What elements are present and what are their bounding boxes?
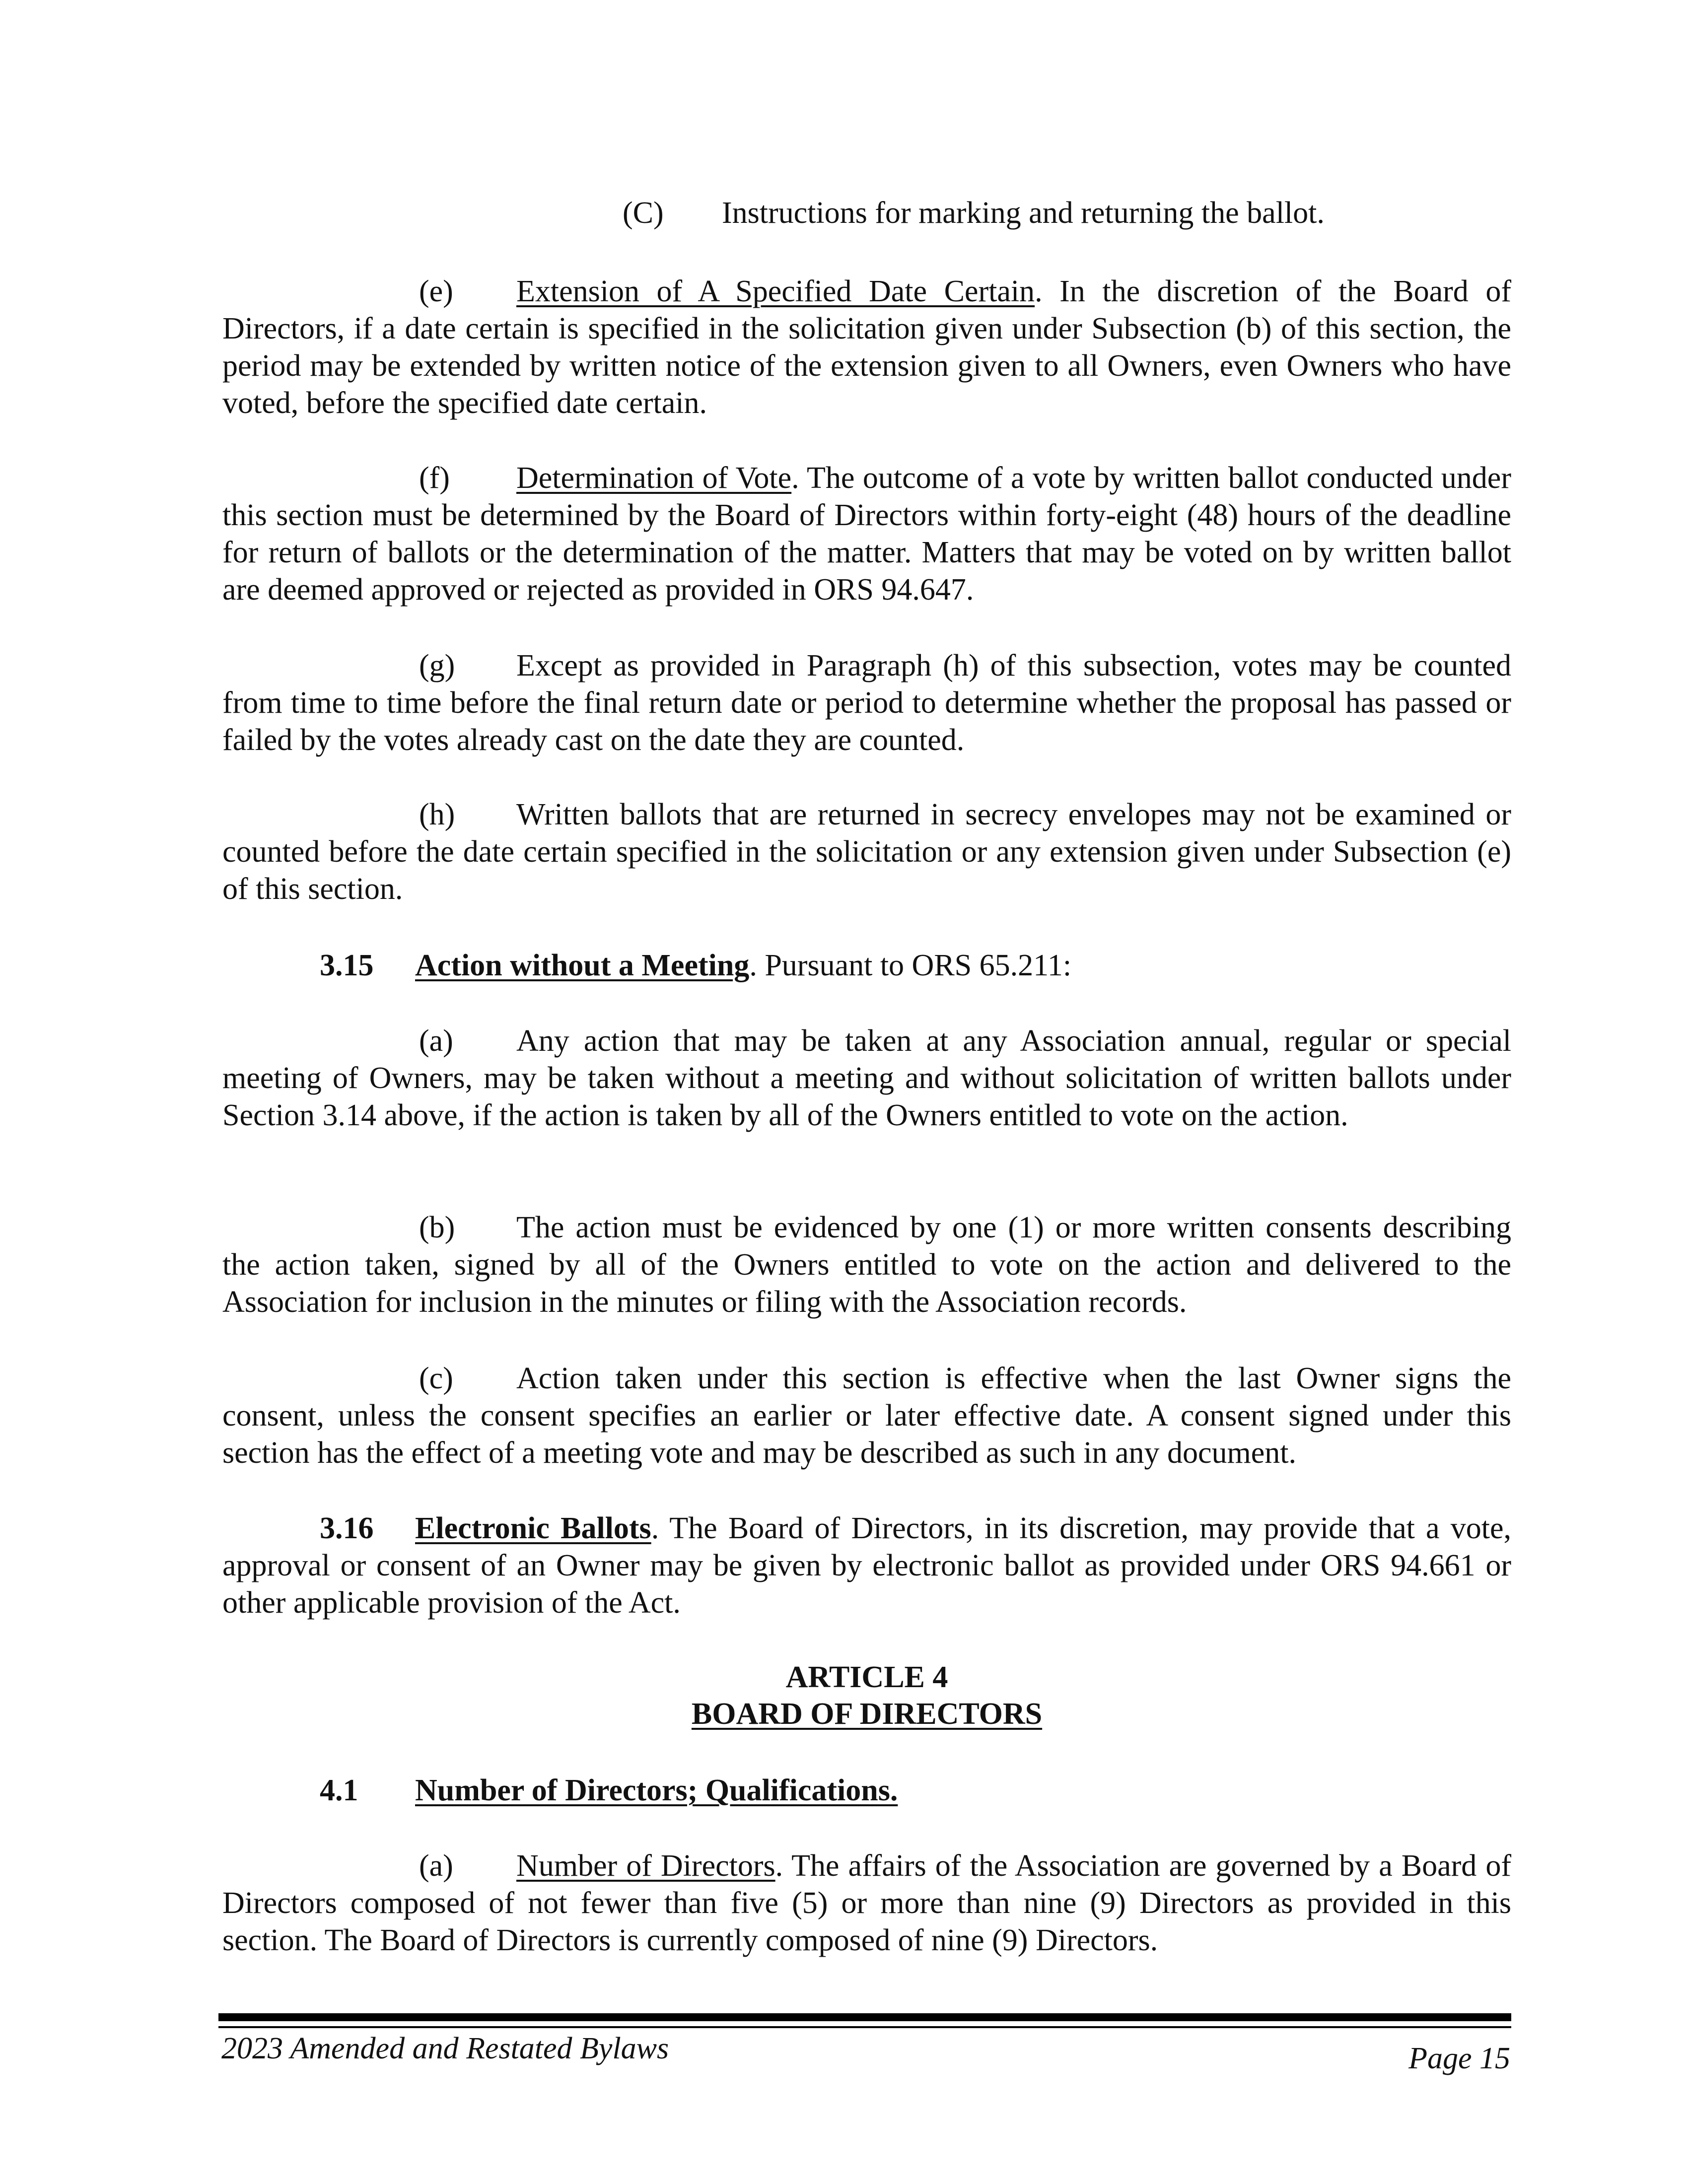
section-text: . The Board of Directors, in its discretion, may provide that a vote, approval or consent of an Owner may be given by electronic ballot as provided under ORS 94.661 or other applicable provision of the Act. — [222, 1511, 1512, 1620]
footer-page-number: Page 15 — [1408, 2042, 1510, 2075]
paragraph-4-1-a — [222, 1847, 1511, 1959]
section-number: 3.15 — [320, 949, 374, 982]
paragraph-text: Written ballots that are returned in secrecy envelopes may not be examined or counted before the date certain specified in the solicitation or any extension given under Subsection (e) of this section. — [222, 798, 1511, 906]
section-number: 3.16 — [320, 1511, 374, 1545]
item-label: (C) — [623, 196, 664, 230]
paragraph-label: (g) — [419, 649, 455, 682]
paragraph-3-15-c — [222, 1360, 1511, 1472]
footer-document-title: 2023 Amended and Restated Bylaws — [221, 2032, 669, 2065]
paragraph-label: (c) — [419, 1362, 453, 1395]
paragraph-text: . The outcome of a vote by written ballot conducted under this section must be determined by the Board of Directors within forty-eight (48) hours of the deadline for return of ballots or the determination of the matter. Matters that may be voted on by written ballot are deemed approved or rejected as provided in ORS 94.647. — [222, 461, 1511, 607]
paragraph-text: Action taken under this section is effective when the last Owner signs the consent, unless the consent specifies an earlier or later effective date. A consent signed under this section has the effect of a meeting vote and may be described as such in any document. — [222, 1362, 1511, 1470]
section-3-16 — [222, 1510, 1511, 1622]
section-3-15-heading — [222, 947, 1511, 984]
paragraph-text: The action must be evidenced by one (1) or more written consents describing the action taken, signed by all of the Owners entitled to vote on the action and delivered to the Association for inclusion in the minutes or filing with the Association records. — [222, 1211, 1511, 1319]
item-text: Instructions for marking and returning the ballot. — [722, 196, 1325, 230]
paragraph-text: Any action that may be taken at any Association annual, regular or special meeting of Owners, may be taken without a meeting and without solicitation of written ballots under Section 3.14 above, if the action is taken by all of the Owners entitled to vote on the action. — [222, 1024, 1511, 1132]
section-title: Action without a Meeting — [415, 949, 750, 982]
paragraph-label: (h) — [419, 798, 455, 831]
footer-rule-thin — [218, 2026, 1511, 2028]
ballot-instruction-item — [222, 195, 1511, 232]
paragraph-3-15-a — [222, 1023, 1511, 1134]
paragraph-heading: Determination of Vote — [516, 461, 792, 495]
paragraph-label: (e) — [419, 274, 453, 308]
section-4-1-heading — [222, 1772, 1511, 1809]
paragraph-label: (f) — [419, 461, 450, 495]
paragraph-heading: Number of Directors — [516, 1849, 775, 1883]
section-number: 4.1 — [320, 1774, 358, 1807]
paragraph-label: (a) — [419, 1849, 453, 1883]
paragraph-text: Except as provided in Paragraph (h) of this subsection, votes may be counted from time to time before the final return date or period to determine whether the proposal has passed or failed by the votes already cast on the date they are counted. — [222, 649, 1511, 757]
paragraph-g — [222, 647, 1511, 759]
section-text: . Pursuant to ORS 65.211: — [749, 949, 1072, 982]
section-title: Electronic Ballots — [415, 1511, 651, 1545]
article-title: BOARD OF DIRECTORS — [691, 1697, 1043, 1731]
paragraph-text: . In the discretion of the Board of Directors, if a date certain is specified in the solicitation given under Subsection (b) of this section, the period may be extended by written notice of the extension given to all Owners, even Owners who have voted, before the specified date certain. — [222, 274, 1511, 420]
paragraph-e — [222, 273, 1511, 422]
paragraph-text: . The affairs of the Association are governed by a Board of Directors composed of not fewer than five (5) or more than nine (9) Directors as provided in this section. The Board of Directors is currently composed of nine (9) Directors. — [222, 1849, 1512, 1957]
paragraph-f — [222, 460, 1511, 609]
footer-rule-thick — [218, 2013, 1511, 2021]
article-number: ARTICLE 4 — [785, 1660, 948, 1694]
paragraph-heading: Extension of A Specified Date Certain — [516, 274, 1035, 308]
paragraph-label: (a) — [419, 1024, 453, 1058]
section-title: Number of Directors; Qualifications. — [415, 1774, 898, 1807]
paragraph-3-15-b — [222, 1209, 1511, 1321]
article-heading-wrap — [222, 1696, 1511, 1733]
paragraph-h — [222, 796, 1511, 908]
paragraph-label: (b) — [419, 1211, 455, 1244]
